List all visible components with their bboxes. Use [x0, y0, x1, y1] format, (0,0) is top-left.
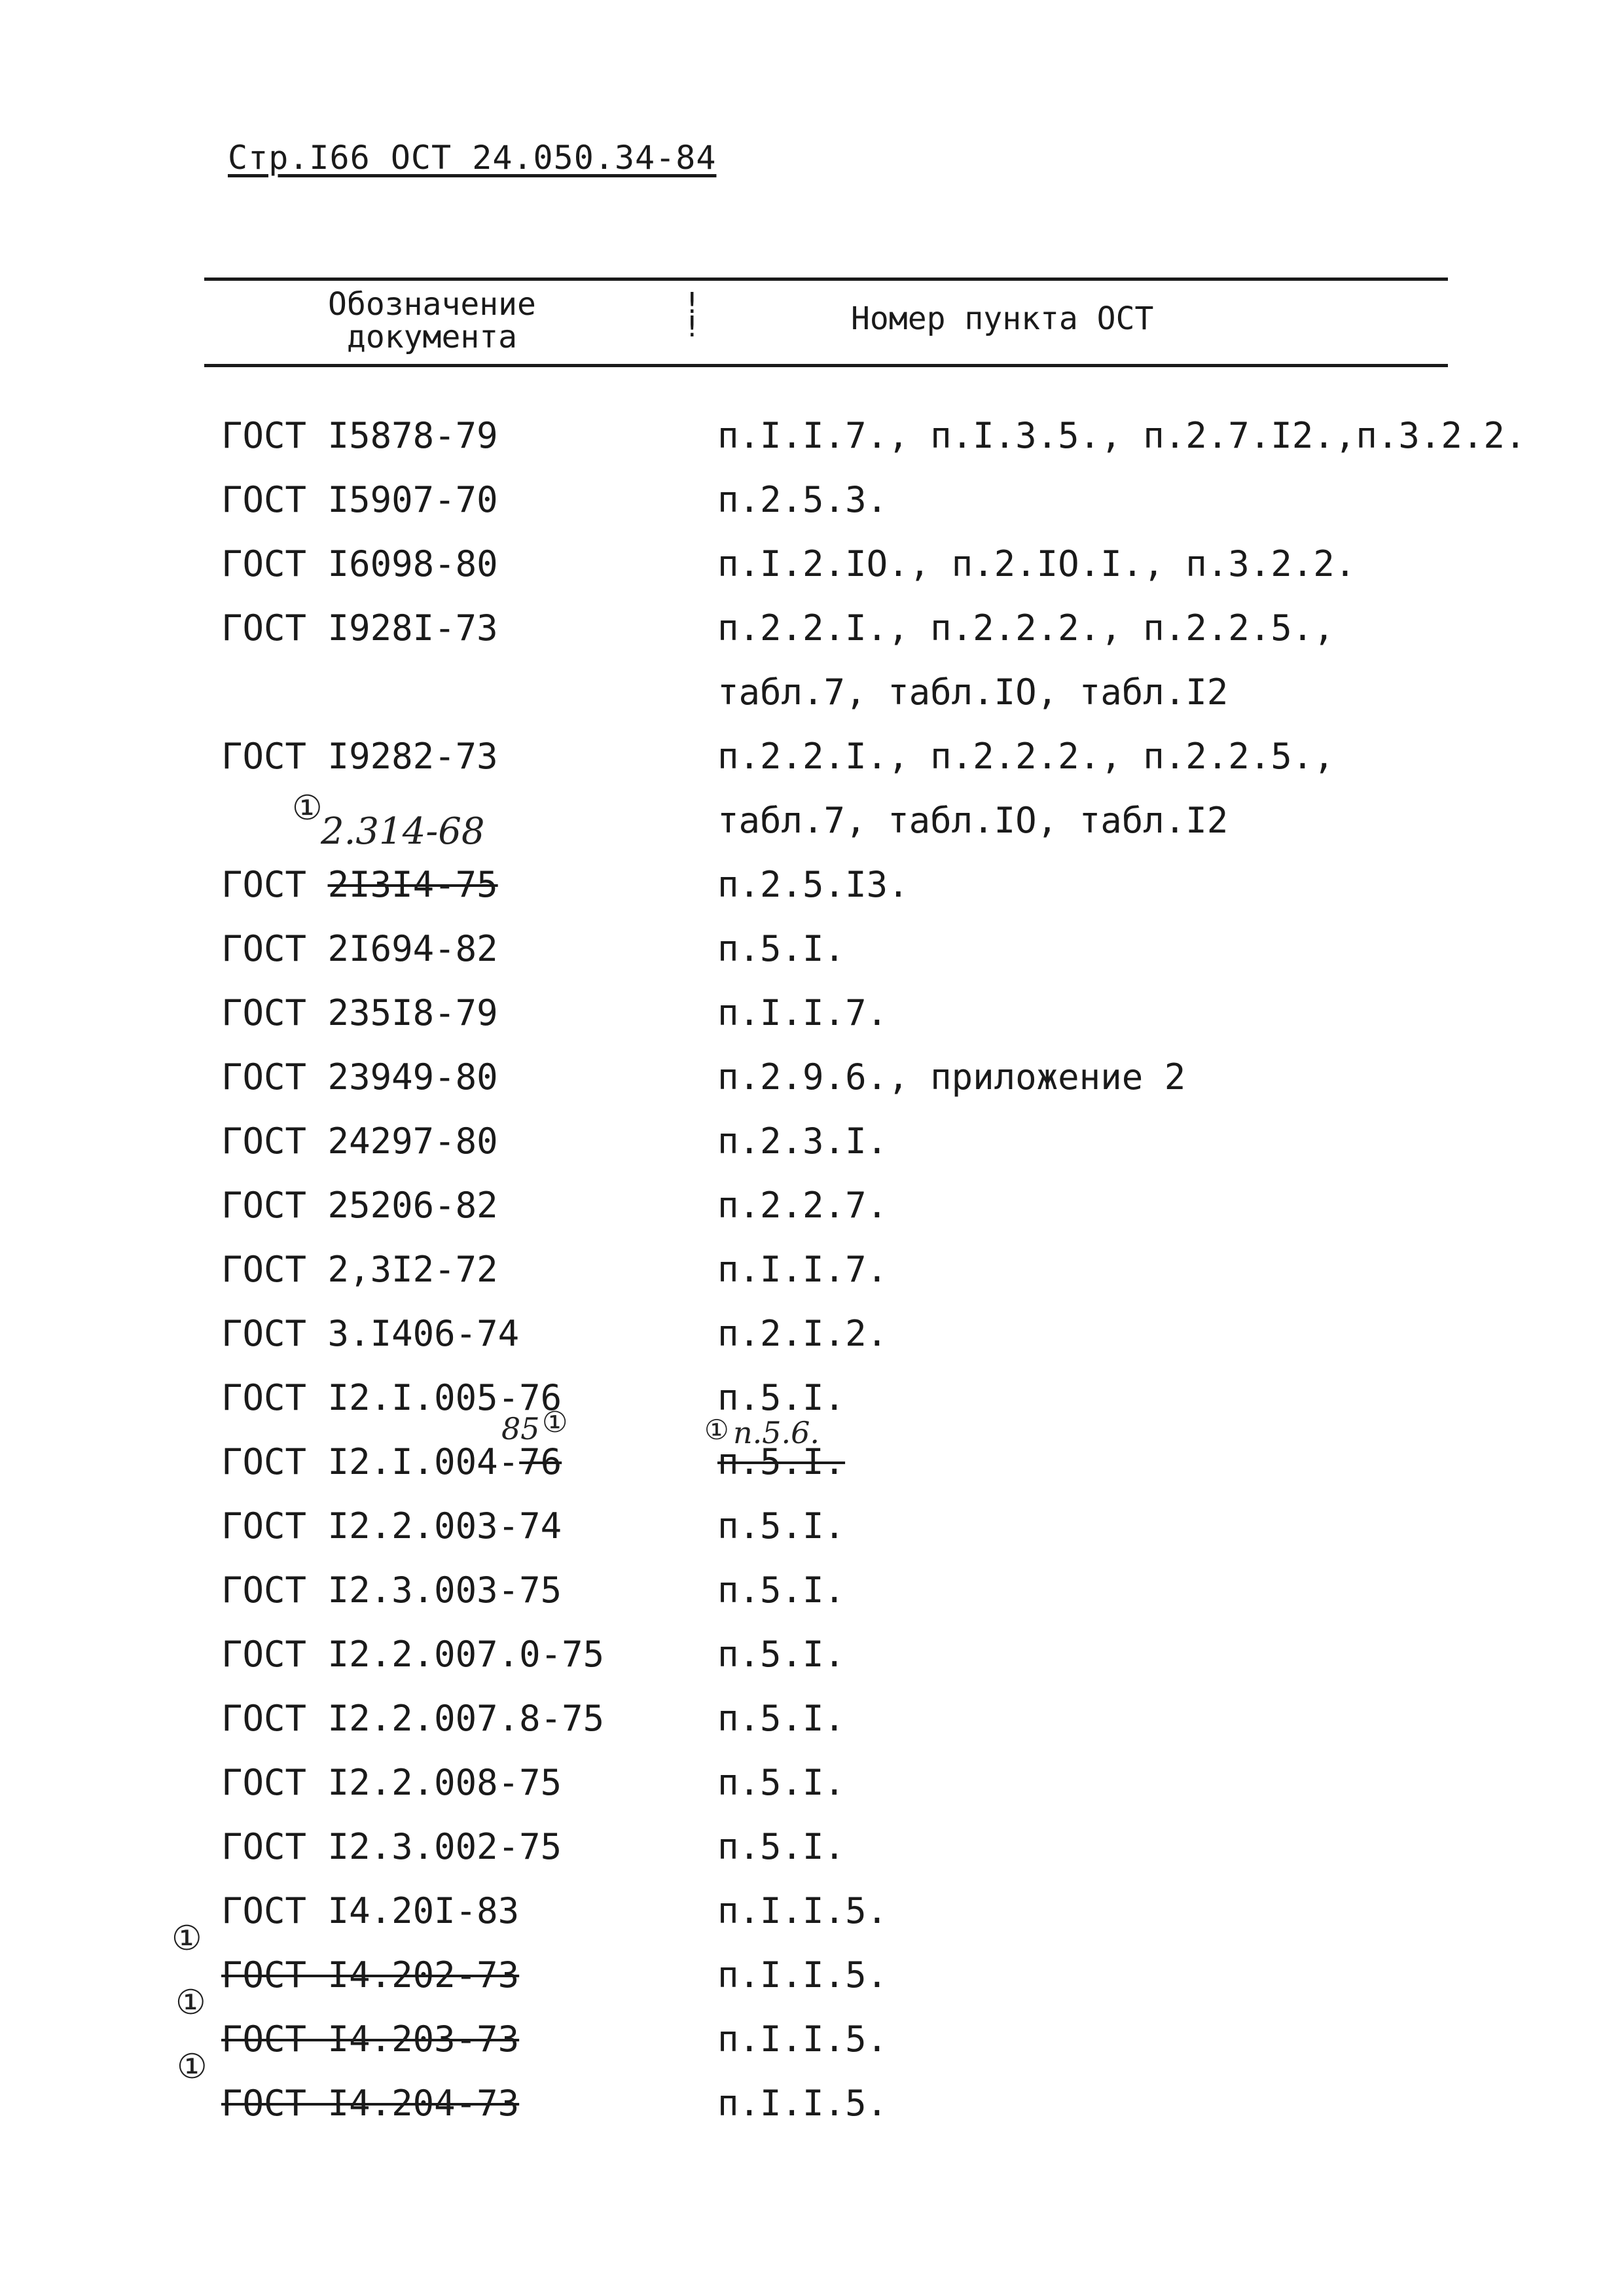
revision-mark: ① [292, 789, 323, 828]
revision-mark: ① [175, 1983, 206, 2022]
handwritten-replacement: 2.314-68 [321, 810, 485, 853]
revision-mark: ① [171, 1919, 202, 1958]
struck-designation: ГОСТ I4.204-73 [221, 2083, 520, 2124]
table-row: ГОСТ 235I8-79 п.I.I.7. [221, 992, 888, 1033]
table-row: табл.7, табл.IO, табл.I2 [717, 672, 1229, 713]
table-row: ГОСТ I928I-73 п.2.2.I., п.2.2.2., п.2.2.5., [221, 607, 1335, 649]
table-row: табл.7, табл.IO, табл.I2 [717, 800, 1229, 841]
table-row: ГОСТ 25206-82 п.2.2.7. [221, 1185, 888, 1226]
struck-clause: п.5.I. [717, 1441, 846, 1482]
table-row: ГОСТ I2.I.005-76 п.5.I. [221, 1377, 846, 1418]
revision-mark: ① [177, 2047, 208, 2087]
handwritten-year: 85 [501, 1411, 540, 1446]
column-header-document: Обозначение документа [328, 286, 536, 355]
table-row: ГОСТ I2.3.002-75 п.5.I. [221, 1826, 846, 1867]
table-row: ГОСТ I2.I.004-76 п.5.I. [0, 1429, 1624, 1495]
column-header-clause: Номер пункта ОСТ [851, 300, 1154, 337]
table-header-rule [204, 364, 1448, 367]
column-separator: ! ! [683, 287, 701, 344]
table-row: ГОСТ 24297-80 п.2.3.I. [221, 1121, 888, 1162]
table-row: ГОСТ 2I694-82 п.5.I. [221, 928, 846, 969]
table-row: ГОСТ I5907-70 п.2.5.3. [221, 479, 888, 520]
table-row: ГОСТ I4.203-73 п.I.I.5. [0, 2007, 1624, 2072]
revision-mark: ① [704, 1414, 729, 1446]
table-row: ГОСТ I4.20I-83 п.I.I.5. [221, 1890, 888, 1931]
table-row: ГОСТ I2.2.007.0-75 п.5.I. [221, 1634, 846, 1675]
struck-designation: ГОСТ I4.202-73 [221, 1954, 520, 1996]
table-row: ГОСТ 2,3I2-72 п.I.I.7. [221, 1249, 888, 1290]
table-row: ГОСТ I4.202-73 п.I.I.5. [0, 1943, 1624, 2008]
revision-mark: ① [542, 1406, 568, 1439]
table-row: ГОСТ I4.204-73 п.I.I.5. [0, 2071, 1624, 2136]
table-row: ГОСТ I2.2.007.8-75 п.5.I. [221, 1698, 846, 1739]
struck-designation: 2I3I4-75 [327, 864, 498, 905]
table-row: ГОСТ I5878-79 п.I.I.7., п.I.3.5., п.2.7.I2.,п.3.2.2. [221, 415, 1526, 456]
table-row: ГОСТ I2.2.008-75 п.5.I. [221, 1762, 846, 1803]
table-top-rule [204, 278, 1448, 281]
table-row: ГОСТ I2.2.003-74 п.5.I. [221, 1505, 846, 1547]
table-row: ГОСТ 23949-80 п.2.9.6., приложение 2 [221, 1056, 1186, 1098]
table-row: ГОСТ I6098-80 п.I.2.IO., п.2.IO.I., п.3.2.2. [221, 543, 1356, 584]
table-row: ГОСТ I9282-73 п.2.2.I., п.2.2.2., п.2.2.5., [221, 736, 1335, 777]
page-header: Стр.I66 ОСТ 24.050.34-84 [228, 139, 717, 177]
table-row: ГОСТ 2I3I4-75 п.2.5.I3. [221, 864, 909, 905]
handwritten-clause: п.5.6. [733, 1415, 820, 1450]
table-row: ГОСТ 3.I406-74 п.2.I.2. [221, 1313, 888, 1354]
struck-year: 76 [519, 1441, 562, 1482]
struck-designation: ГОСТ I4.203-73 [221, 2018, 520, 2060]
table-row: ГОСТ I2.3.003-75 п.5.I. [221, 1570, 846, 1611]
